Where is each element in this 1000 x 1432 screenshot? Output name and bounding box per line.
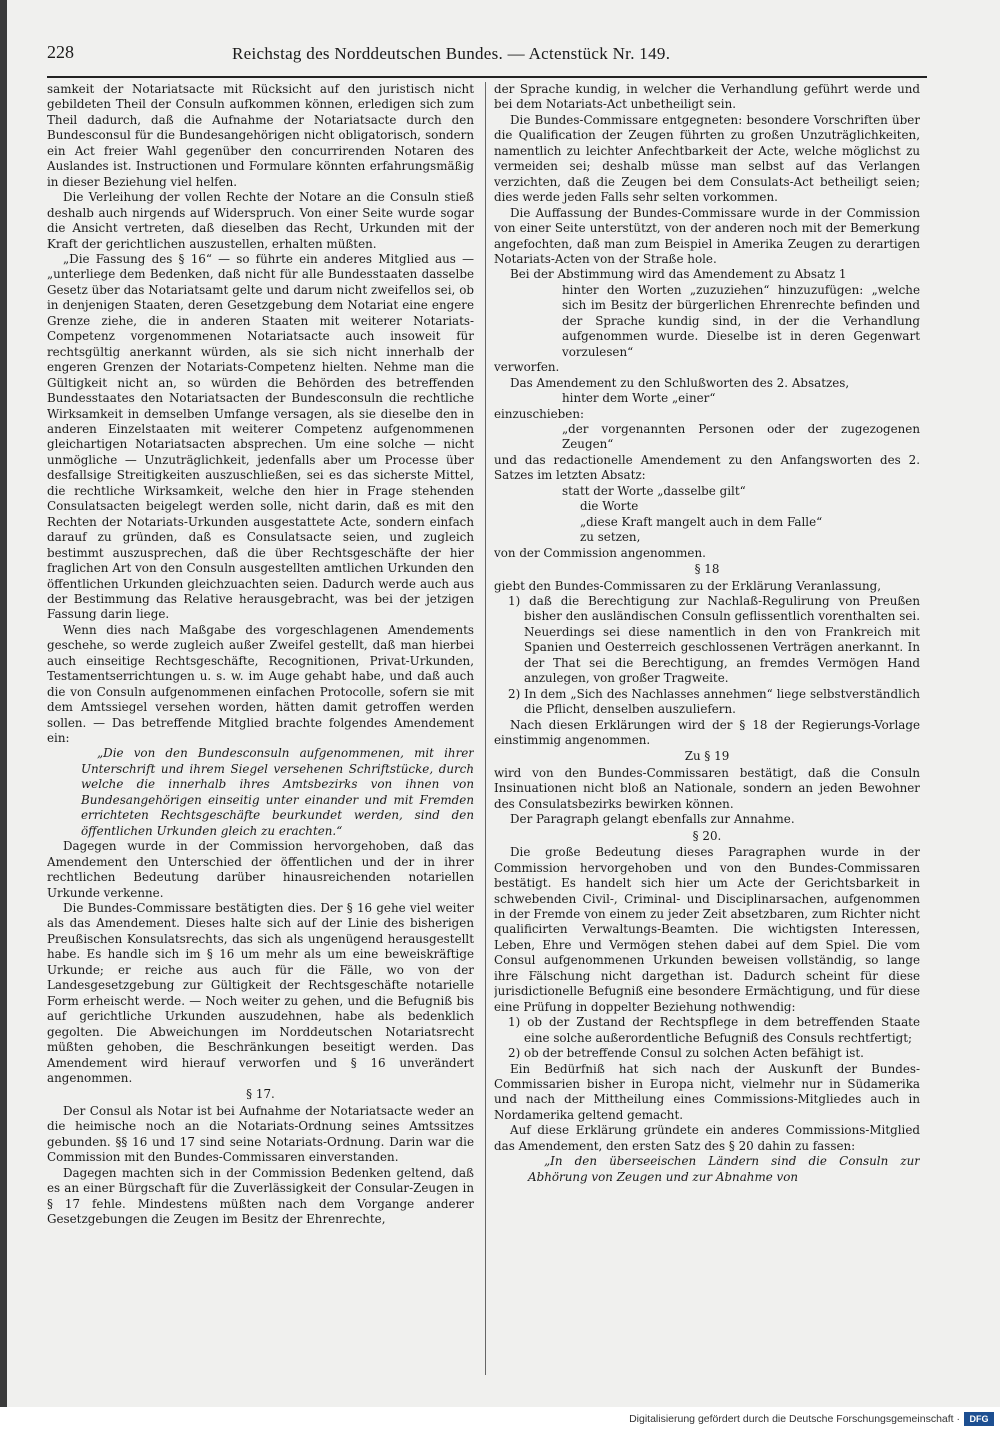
paragraph: hinter dem Worte „einer“ bbox=[562, 391, 716, 406]
paragraph: „Die von den Bundesconsuln aufgenommenen, mit ihrer Unterschrift und ihrem Siegel versehenen Schriftstücke, durch welche die innerhalb ihres Amtsbezirks von ihnen von Bundesangehörigen einseitig unter einander und mit Fremden errichteten Rechtsgeschäfte beurkundet werden, sind den öffentlichen Urkunden gleich zu erachten.“ bbox=[81, 746, 474, 838]
column-divider bbox=[485, 82, 486, 1375]
paragraph: wird von den Bundes-Commissaren bestätigt, daß die Consuln Insinuationen nicht bloß an Nationale, sondern an jeden Bewohner des Consulatsbezirks bewirken können. bbox=[494, 765, 920, 811]
paragraph: Die Verleihung der vollen Rechte der Notare an die Consuln stieß deshalb auch nirgends auf Widerspruch. Von einer Seite wurde sogar die Ansicht vertreten, daß dieselben das Recht, Urkunden mit der Kraft der gerichtlichen auszustellen, erhalten müßten. bbox=[47, 190, 474, 251]
paragraph: der Sprache kundig, in welcher die Verhandlung geführt werde und bei dem Notariats-Act unbetheiligt sein. bbox=[494, 82, 920, 112]
paragraph: zu setzen, bbox=[580, 530, 641, 545]
paragraph: hinter den Worten „zuzuziehen“ hinzuzufügen: „welche sich im Besitz der bürgerlichen Ehrenrechte befinden und der Sprache kundig sind, in der die Verhandlung aufgenommen wurde. Dieselbe ist in deren Gegenwart vorzulesen“ bbox=[562, 282, 920, 359]
paragraph: verworfen. bbox=[494, 360, 560, 375]
section-heading: § 20. bbox=[692, 828, 722, 843]
paragraph: Die Bundes-Commissare bestätigten dies. Der § 16 gehe viel weiter als das Amendement. Dieses halte sich auf der Linie des bisherigen Preußischen Konsulatsrechts, das sich als ungenügend herausgestellt habe. Es handle sich im § 16 um mehr als um eine beweiskräftige Urkunde; er reiche aus auch für die Fälle, wo von der Landesgesetzgebung zur Gültigkeit der Rechtsgeschäfte notarielle Form erheischt werde. — Noch weiter zu gehen, und die Befugniß bis auf gerichtliche Urkunden auszudehnen, habe als bedenklich gegolten. Die Abweichungen im Norddeutschen Notariatsrecht müßten gehoben, die Beschränkungen beseitigt werden. Das Amendement wird hierauf verworfen und § 16 unverändert angenommen. bbox=[47, 901, 474, 1085]
paragraph: „der vorgenannten Personen oder der zugezogenen Zeugen“ bbox=[562, 421, 920, 452]
dfg-logo: DFG bbox=[964, 1412, 994, 1426]
paragraph: „diese Kraft mangelt auch in dem Falle“ bbox=[580, 514, 823, 529]
paragraph: Nach diesen Erklärungen wird der § 18 der Regierungs-Vorlage einstimmig angenommen. bbox=[494, 717, 920, 748]
paragraph: Dagegen wurde in der Commission hervorgehoben, daß das Amendement den Unterschied der öffentlichen und der in ihrer rechtlichen Bedeutung darüber hinausreichenden notariellen Urkunde verkenne. bbox=[47, 839, 474, 900]
page-number: 228 bbox=[47, 42, 74, 62]
paragraph: 2) In dem „Sich des Nachlasses annehmen“ liege selbstverständlich die Pflicht, denselben auszuliefern. bbox=[508, 686, 920, 717]
paragraph: statt der Worte „dasselbe gilt“ bbox=[562, 483, 746, 498]
paragraph: Dagegen machten sich in der Commission Bedenken geltend, daß es an einer Bürgschaft für die Zuverlässigkeit der Consular-Zeugen in § 17 fehle. Mindestens müßten nach dem Vorgange anderer Gesetzgebungen die Zeugen im Besitz der Ehrenrechte, bbox=[47, 1165, 474, 1227]
paragraph: giebt den Bundes-Commissaren zu der Erklärung Veranlassung, bbox=[494, 578, 882, 593]
paragraph: 2) ob der betreffende Consul zu solchen Acten befähigt ist. bbox=[508, 1046, 864, 1061]
paragraph: Das Amendement zu den Schlußworten des 2. Absatzes, bbox=[510, 375, 850, 390]
running-title: Reichstag des Norddeutschen Bundes. — Actenstück Nr. 149. bbox=[232, 44, 671, 63]
left-column bbox=[47, 82, 474, 1382]
paragraph: Der Consul als Notar ist bei Aufnahme der Notariatsacte weder an die heimische noch an die Notariats-Ordnung seines Amtssitzes gebunden. §§ 16 und 17 sind seine Notariats-Ordnung. Darin war die Commission mit den Bundes-Commissaren einverstanden. bbox=[47, 1103, 474, 1165]
page-header bbox=[47, 42, 927, 78]
section-heading: Zu § 19 bbox=[684, 749, 730, 764]
paragraph: Die Bundes-Commissare entgegneten: besondere Vorschriften über die Qualification der Zeugen führten zu großen Unzuträglichkeiten, namentlich zu leichter Anfechtbarkeit der Acte, welche möglichst zu vermeiden sei; deshalb müsse man selbst auf das Verlangen verzichten, daß die Zeugen bei dem Consulats-Act betheiligt seien; dies werde jeden Falls sehr selten vorkommen. bbox=[494, 112, 920, 205]
section-heading: § 18 bbox=[694, 562, 720, 577]
paragraph: Die Auffassung der Bundes-Commissare wurde in der Commission von einer Seite unterstützt, von der anderen noch mit der Bemerkung angefochten, daß man zum Beispiel in Amerika Zeugen zu derartigen Notariats-Acten von der Straße hole. bbox=[494, 205, 920, 266]
paragraph: Auf diese Erklärung gründete ein anderes Commissions-Mitglied das Amendement, den ersten Satz des § 20 dahin zu fassen: bbox=[494, 1123, 920, 1153]
paragraph: von der Commission angenommen. bbox=[494, 545, 706, 560]
paragraph: „In den überseeischen Ländern sind die Consuln zur Abhörung von Zeugen und zur Abnahme von bbox=[528, 1154, 920, 1184]
paragraph: einzuschieben: bbox=[494, 406, 584, 421]
paragraph: Bei der Abstimmung wird das Amendement zu Absatz 1 bbox=[510, 267, 847, 282]
paragraph: Der Paragraph gelangt ebenfalls zur Annahme. bbox=[510, 812, 795, 827]
paragraph: die Worte bbox=[580, 499, 639, 514]
paragraph: „Die Fassung des § 16“ — so führte ein anderes Mitglied aus — „unterliege dem Bedenken, daß nicht für alle Bundesstaaten dasselbe Gesetz über das Notariatsamt gelte und darum nicht zweifellos sei, ob in denjenigen Staaten, deren Gesetzgebung dem Notariat eine engere Grenze ziehe, die in anderen Staaten mit weiterer Notariats-Competenz vorgenommenen Notariatsacte auch insoweit für rechtsgültig anerkannt würden, als sie sich nicht innerhalb der engeren Grenzen der Notariats-Competenz hielten. Nehme man die Gültigkeit nicht an, so würden die Behörden des betreffenden Bundesstaates den Notariatsacten der Bundesconsuln die rechtliche Wirksamkeit in demselben Umfange versagen, als sie dieselbe den in anderen Einzelstaaten mit weiterer Competenz aufgenommenen gleichartigen Notariatsacten absprechen. Um eine solche — nicht unmögliche — Unzuträglichkeit, jedenfalls aber um Processe über desfallsige Streitigkeiten auszuschließen, sei es das sicherste Mittel, die rechtliche Wirksamkeit, welche den hier in Frage stehenden Consulatsacten beigelegt werden solle, nicht darin, daß es mit den Rechten der Notariats-Urkunden ausgestattete Acte, sondern einfach darauf zu gründen, daß es Consulatsacte seien, und zugleich bestimmt auszusprechen, daß die über Rechtsgeschäfte der hier fraglichen Art von den Consuln ausgestellten amtlichen Urkunden den öffentlichen Urkunden gleichzuachten seien. Dadurch werde auch aus der Bestimmung das Relative herausgebracht, was bei der jetzigen Fassung darin liege. bbox=[47, 251, 474, 622]
digitization-credit: Digitalisierung gefördert durch die Deutsche Forschungsgemeinschaft · bbox=[629, 1413, 960, 1425]
paragraph: Die große Bedeutung dieses Paragraphen wurde in der Commission hervorgehoben und von den Bundes-Commissaren bestätigt. Es handelt sich hier um Acte der Gerichtsbarkeit in schwebenden Civil-, Criminal- und Disciplinarsachen, aufgenommen in der Fremde von einem zu jeder Zeit absetzbaren, zum Richter nicht qualificirten Verwaltungs-Beamten. Die wichtigsten Interessen, Leben, Ehre und Vermögen stehen dabei auf dem Spiel. Die vom Consul aufgenommenen Urkunden beweisen vollständig, so lange ihre Fälschung nicht dargethan ist. Dadurch scheint für diese jurisdictionelle Befugniß eine besondere Ermächtigung, und für diese eine Prüfung in doppelter Beziehung nothwendig: bbox=[494, 845, 920, 1014]
section-heading: § 17. bbox=[246, 1087, 275, 1102]
paragraph: samkeit der Notariatsacte mit Rücksicht auf den juristisch nicht gebildeten Theil der Consuln aufkommen können, erledigen sich zum Theil dadurch, daß die Aufnahme der Notariatsacte durch den Bundesconsul für die Bundesangehörigen nicht obligatorisch, sondern ein Act freier Wahl gegenüber den concurrirenden Notaren des Auslandes ist. Instructionen und Formulare könnten erfahrungsmäßig in dieser Beziehung viel helfen. bbox=[47, 82, 474, 189]
paragraph: und das redactionelle Amendement zu den Anfangsworten des 2. Satzes im letzten Absatz: bbox=[494, 452, 920, 483]
footer-bar bbox=[0, 1407, 1000, 1432]
paragraph: Wenn dies nach Maßgabe des vorgeschlagenen Amendements geschehe, so werde zugleich außer Zweifel gestellt, daß man hierbei auch einseitige Rechtsgeschäfte, Recognitionen, Privat-Urkunden, Testamentserrichtungen u. s. w. im Auge gehabt habe, und daß auch die von Consuln aufgenommenen einfachen Protocolle, sofern sie mit dem Amtssiegel versehen worden, hätten damit getroffen werden sollen. — Das betreffende Mitglied brachte folgendes Amendement ein: bbox=[47, 622, 474, 746]
paragraph: 1) ob der Zustand der Rechtspflege in dem betreffenden Staate eine solche außerordentliche Befugniß des Consuls rechtfertigt; bbox=[508, 1015, 920, 1045]
paragraph: 1) daß die Berechtigung zur Nachlaß-Regulirung von Preußen bisher den ausländischen Consuln geflissentlich vorenthalten sei. Neuerdings sei diese namentlich in den von Frankreich mit Spanien und Oesterreich geschlossenen Verträgen anerkannt. In der That sei die Berechtigung, an fremdes Vermögen Hand anzulegen, von großer Tragweite. bbox=[508, 593, 920, 686]
right-column bbox=[494, 82, 920, 1382]
paragraph: Ein Bedürfniß hat sich nach der Auskunft der Bundes-Commissarien bisher in Europa nicht, vielmehr nur in Südamerika und nach der Mittheilung eines Commissions-Mitgliedes auch in Nordamerika geltend gemacht. bbox=[494, 1061, 920, 1122]
